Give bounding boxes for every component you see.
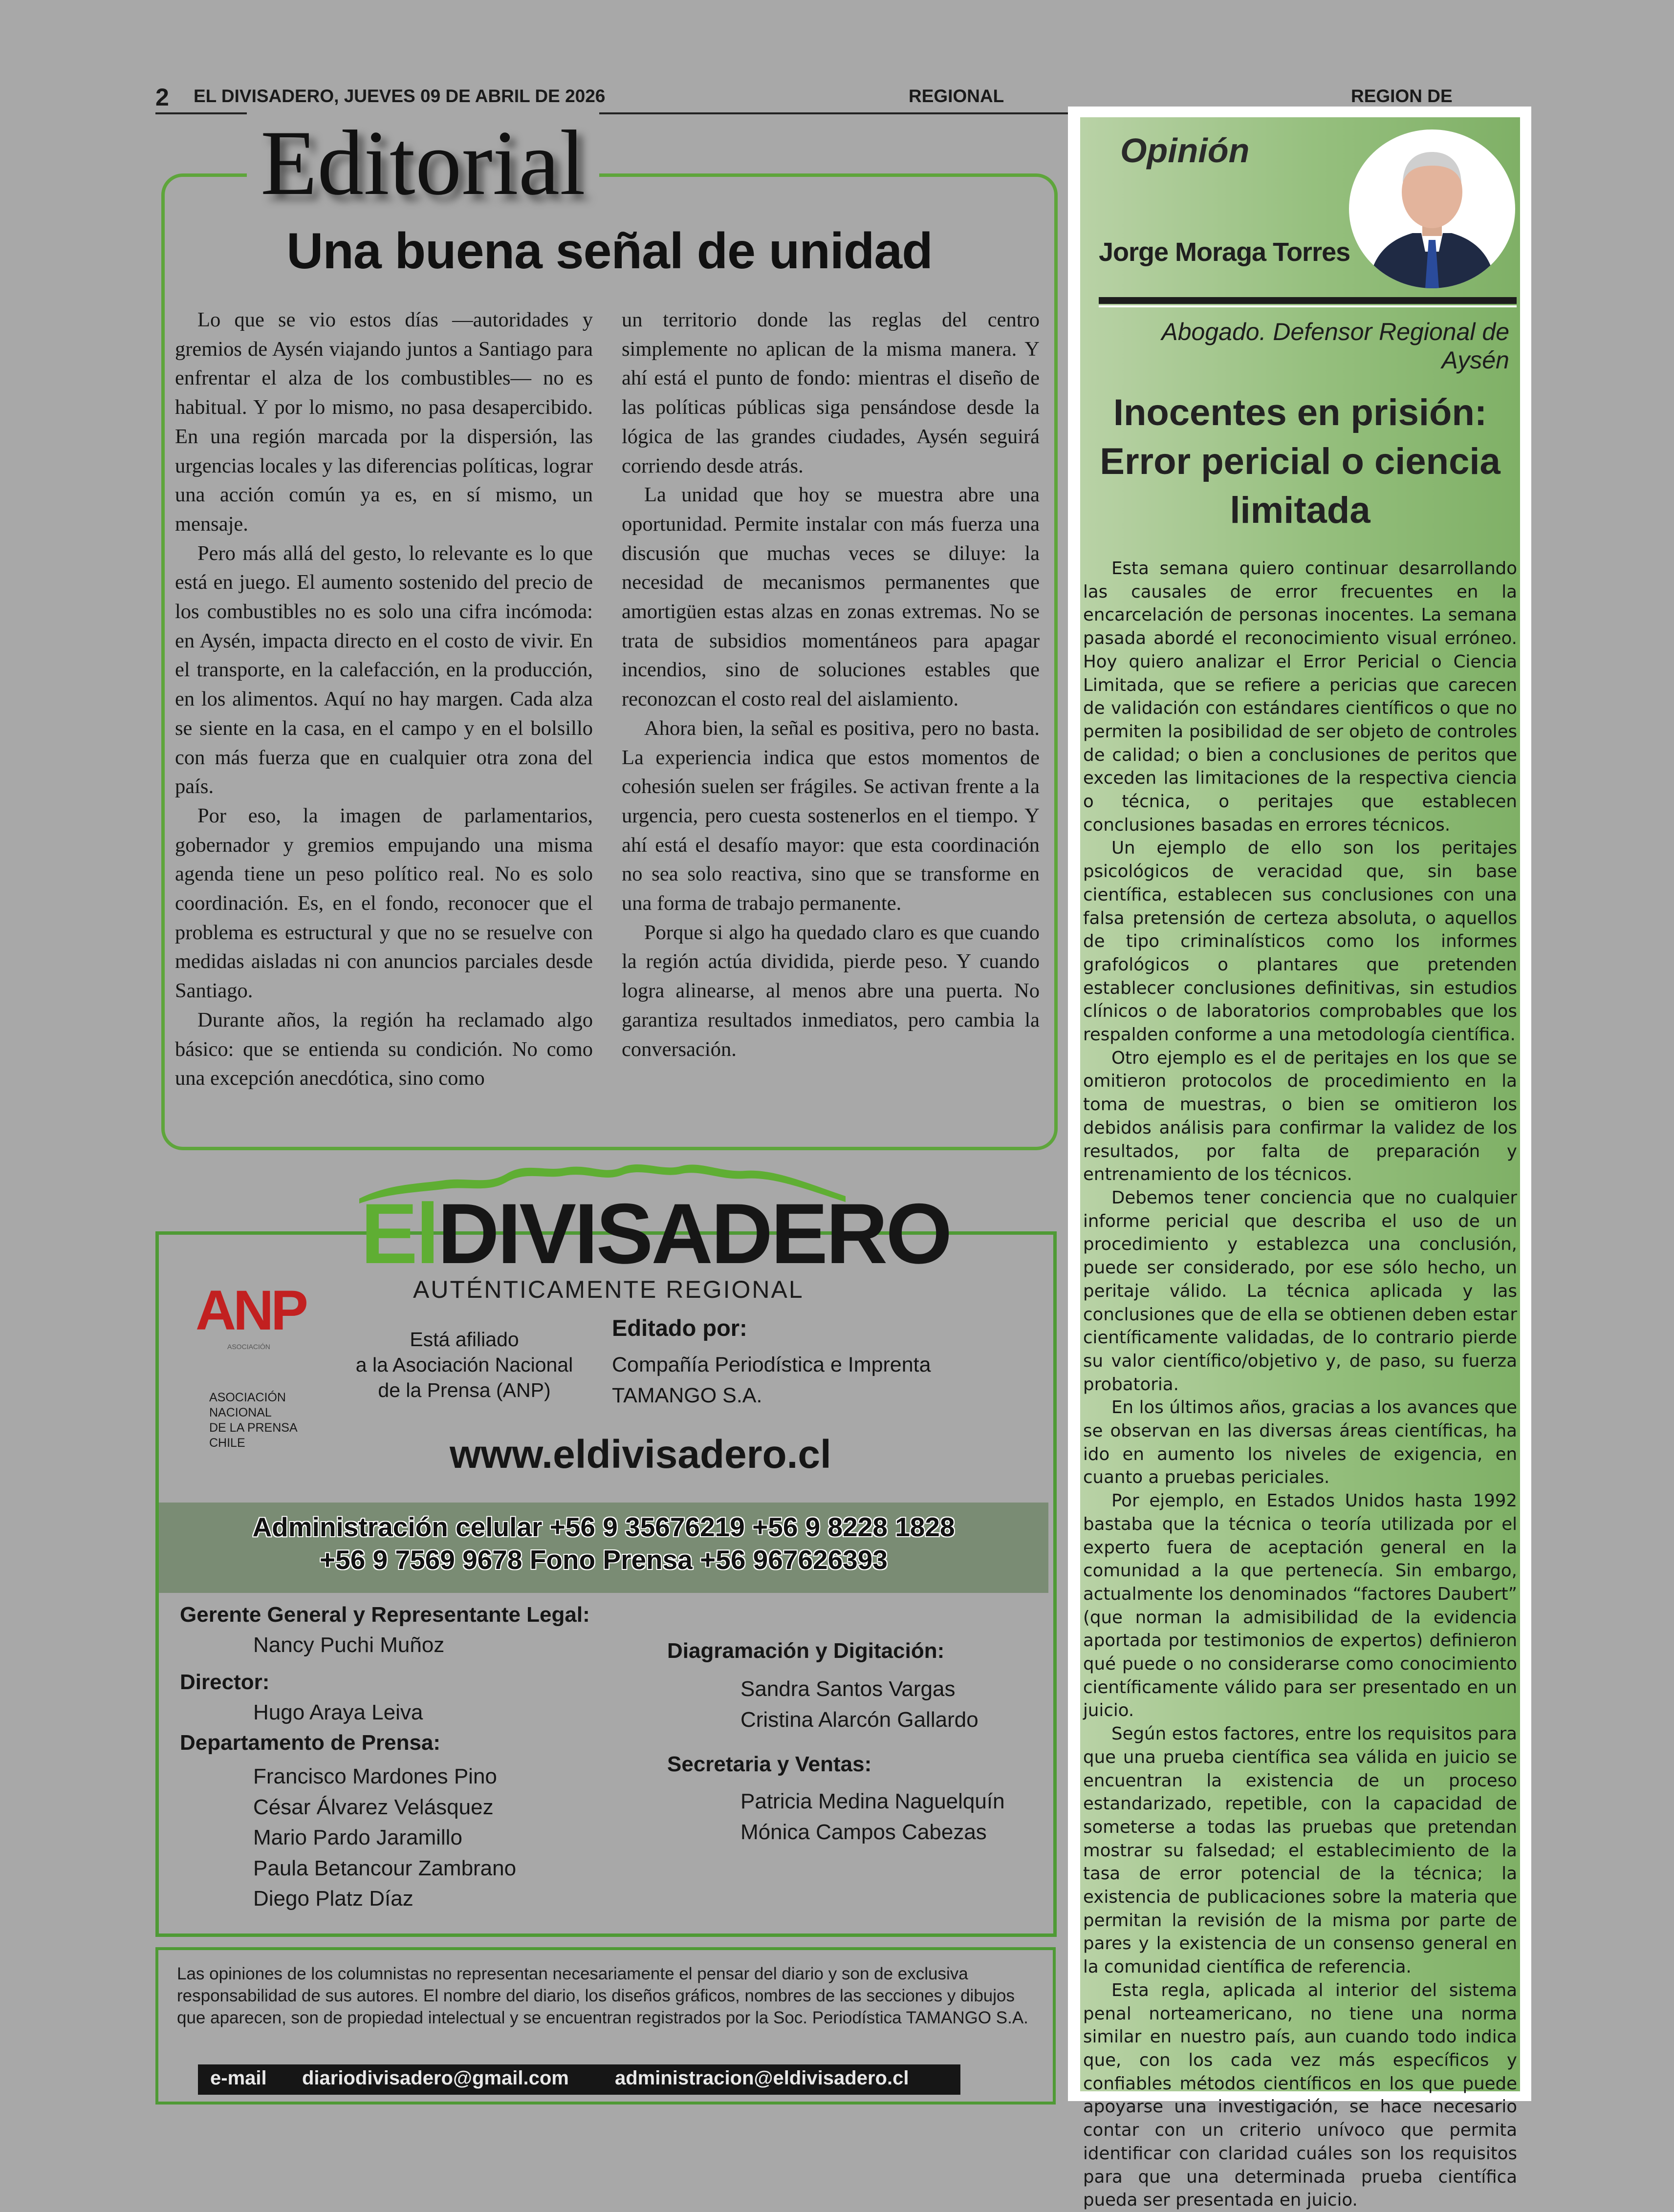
author-role: Abogado. Defensor Regional de Aysén (1161, 318, 1509, 374)
gerente-name: Nancy Puchi Muñoz (253, 1633, 445, 1657)
page-number: 2 (155, 84, 169, 111)
staff-name: Cristina Alarcón Gallardo (740, 1707, 978, 1732)
ventas-label: Secretaria y Ventas: (667, 1752, 872, 1776)
disclaimer-text: Las opiniones de los columnistas no representan necesariamente el pensar del diario y son de exclusiva responsabilidad de sus autores. El nombre del diario, los diseños gráficos, nombres de las secciones y dibujos que aparecen, son de propiedad intelectual y se encuentran registrados por la Soc. Periodística TAMANGO S.A. (177, 1964, 1028, 2027)
opinion-paragraph: Debemos tener conciencia que no cualquier informe pericial que describa el uso de un procedimiento y establezca una conclusión, puede ser considerado, por ese sólo hecho, un peritaje válido. La técnica aplicada y las conclusiones que de ella se obtienen deben estar científicamente validadas, de lo contrario pierde su valor científico/objetivo y, de paso, su fuerza probatoria. (1083, 1187, 1517, 1395)
opinion-headline: Inocentes en prisión: Error pericial o ciencia limitada (1100, 392, 1500, 531)
opinion-paragraph: Esta regla, aplicada al interior del sistema penal norteamericano, no tiene una norma similar en nuestro país, aun cuando todo indica que, con los cada vez más específicos y confiables métodos científicos en los que puede apoyarse una investigación, se hace necesario contar con un criterio unívoco que permita identificar con claridad cuáles son los requisitos para que una determinada prueba científica pueda ser presentada en juicio. (1083, 1980, 1517, 2211)
staff-name: Francisco Mardones Pino (253, 1764, 497, 1788)
anp-organization: ASOCIACIÓN NACIONAL DE LA PRENSA CHILE (209, 1391, 298, 1450)
editorial-headline: Una buena señal de unidad (286, 223, 933, 279)
logo-el: El (361, 1186, 438, 1282)
staff-name: Mario Pardo Jaramillo (253, 1825, 462, 1849)
opinion-paragraph: Un ejemplo de ello son los peritajes psicológicos de veracidad que, sin base científica, establecen sus conclusiones con una falsa pretensión de certeza absoluta, o aquellos de tipo criminalísticos como los informes grafológicos o plantares que pretenden establecer conclusiones definitivas, sin estudios clínicos o de laboratorios comprobables que los respalden conforme a una metodología científica. (1083, 838, 1517, 1045)
newspaper-logo (361, 1186, 951, 1282)
editorial-column-2 (622, 305, 1040, 1064)
director-label: Director: (180, 1670, 270, 1694)
opinion-paragraph: En los últimos años, gracias a los avances que se observan en las diversas áreas científicas, ha ido en aumento los niveles de exigencia, en cuanto a pruebas periciales. (1083, 1397, 1517, 1488)
publisher-name: Compañía Periodística e Imprenta TAMANGO S.A. (612, 1353, 931, 1407)
email-bar (198, 2064, 960, 2095)
author-name: Jorge Moraga Torres (1099, 237, 1350, 267)
editorial-paragraph: Ahora bien, la señal es positiva, pero no basta. La experiencia indica que estos momentos de cohesión suelen ser frágiles. Se activan frente a la urgencia, pero cuesta sostenerlos en el tiempo. Y ahí está el desafío mayor: que esta coordinación no sea solo reactiva, sino que se transforme en una forma de trabajo permanente. (622, 716, 1040, 915)
author-photo (1349, 129, 1515, 288)
editorial-paragraph: Durante años, la región ha reclamado algo básico: que se entienda su condición. No como una excepción anecdótica, sino como (175, 1008, 593, 1090)
editorial-paragraph: Porque si algo ha quedado claro es que cuando la región actúa dividida, pierde peso. Y cuando logra alinearse, al menos abre una puerta. No garantiza resultados inmediatos, pero cambia la conversación. (622, 921, 1040, 1061)
website-link[interactable]: www.eldivisadero.cl (450, 1432, 831, 1477)
region-name: REGION DE (1351, 86, 1453, 106)
editorial-paragraph: un territorio donde las reglas del centro simplemente no aplican de la misma manera. Y ahí está el punto de fondo: mientras el diseño de las políticas públicas siga pensándose desde la lógica de las grandes ciudades, Aysén seguirá corriendo desde atrás. (622, 308, 1040, 477)
editorial-label: Editorial (247, 110, 599, 217)
editorial-paragraph: La unidad que hoy se muestra abre una oportunidad. Permite instalar con más fuerza una discusión que muchas veces se diluye: la necesidad de mecanismos permanentes que amortigüen estas alzas en zonas extremas. No se trata de subsidios momentáneos para apagar incendios, sino de soluciones estables que reconozcan el costo real del aislamiento. (622, 483, 1040, 711)
opinion-paragraph: Por ejemplo, en Estados Unidos hasta 1992 bastaba que la técnica o teoría utilizada por el experto fuera de aceptación general en la comunidad a la que pertenecía. Sin embargo, actualmente los denominados “factores Daubert” (que norman la admisibilidad de la evidencia aportada por testimonios de expertos) definieron qué puede o no considerarse como conocimiento científicamente válido para ser presentado en un juicio. (1083, 1491, 1517, 1721)
divider (1099, 297, 1517, 304)
edited-by-label: Editado por: (612, 1315, 747, 1341)
email-label: e-mail (210, 2067, 267, 2089)
paper-date: EL DIVISADERO, JUEVES 09 DE ABRIL DE 2026 (194, 86, 606, 106)
section-name: REGIONAL (909, 86, 1004, 106)
opinion-paragraph: Otro ejemplo es el de peritajes en los que se omitieron protocolos de procedimiento en la toma de muestras, o bien se omitieron los debidos análisis para confirmar la validez de los resultados, por falta de preparación y entrenamiento de los técnicos. (1083, 1048, 1517, 1185)
email-link-1[interactable]: diariodivisadero@gmail.com (302, 2067, 569, 2089)
editorial-paragraph: Por eso, la imagen de parlamentarios, gobernador y gremios empujando una misma agenda tiene un peso político real. No es solo coordinación. Es, en el fondo, reconocer que el problema es estructural y que no se resuelve con medidas aisladas ni con anuncios parciales desde Santiago. (175, 804, 593, 1003)
ventas-list (740, 1786, 1005, 1847)
prensa-label: Departamento de Prensa: (180, 1731, 441, 1755)
phone-line-1: Administración celular +56 9 35676219 +56 9 8228 1828 (252, 1512, 955, 1542)
email-link-2[interactable]: administracion@eldivisadero.cl (615, 2067, 909, 2089)
diagramacion-label: Diagramación y Digitación: (667, 1639, 945, 1663)
author-portrait-icon (1349, 129, 1515, 288)
divider (1099, 305, 1517, 307)
opinion-body (1083, 557, 1517, 2212)
prensa-list (253, 1761, 516, 1914)
editorial-paragraph: Pero más allá del gesto, lo relevante es lo que está en juego. El aumento sostenido del precio de los combustibles no es solo una cifra incómoda: en Aysén, impacta directo en el costo de vivir. En el transporte, en la calefacción, en la producción, en los alimentos. Aquí no hay margen. Cada alza se siente en la casa, en el campo y en el bolsillo con más fuerza que en cualquier otra zona del país. (175, 541, 593, 798)
staff-name: César Álvarez Velásquez (253, 1795, 494, 1819)
slogan: AUTÉNTICAMENTE REGIONAL (413, 1276, 804, 1303)
phone-line-2: +56 9 7569 9678 Fono Prensa +56 967626393 (320, 1545, 888, 1575)
staff-name: Patricia Medina Naguelquín (740, 1789, 1005, 1813)
staff-name: Sandra Santos Vargas (740, 1677, 956, 1701)
anp-logo: ANP (196, 1279, 305, 1342)
anp-logo-subtitle: ASOCIACIÓN (227, 1343, 270, 1351)
affiliation-note: Está afiliado a la Asociación Nacional de la Prensa (ANP) (355, 1328, 573, 1401)
diagramacion-list (740, 1674, 978, 1735)
opinion-label: Opinión (1120, 131, 1250, 170)
gerente-label: Gerente General y Representante Legal: (180, 1603, 590, 1627)
staff-name: Diego Platz Díaz (253, 1887, 413, 1911)
staff-name: Paula Betancour Zambrano (253, 1856, 517, 1880)
logo-divisadero: DIVISADERO (437, 1186, 951, 1282)
opinion-paragraph: Esta semana quiero continuar desarrollando las causales de error frecuentes en la encarcelación de personas inocentes. La semana pasada abordé el reconocimiento visual erróneo. Hoy quiero analizar el Error Pericial o Ciencia Limitada, que se refiere a pericias que carecen de validación con estándares científicos o que no permiten la posibilidad de ser objeto de controles de calidad; o bien a conclusiones de peritos que exceden las limitaciones de la respectiva ciencia o técnica, o peritajes que establecen conclusiones basadas en errores técnicos. (1083, 558, 1517, 835)
staff-name: Mónica Campos Cabezas (740, 1820, 987, 1844)
editorial-paragraph: Lo que se vio estos días —autoridades y gremios de Aysén viajando juntos a Santiago para enfrentar el alza de los combustibles— no es habitual. Y por lo mismo, no pasa desapercibido. En una región marcada por la dispersión, las urgencias locales y las diferencias políticas, lograr una acción común ya es, en sí mismo, un mensaje. (175, 308, 593, 536)
editorial-column-1 (175, 305, 593, 1093)
director-name: Hugo Araya Leiva (253, 1700, 423, 1724)
opinion-paragraph: Según estos factores, entre los requisitos para que una prueba científica sea válida en juicio se encuentran la existencia de un proceso estandarizado, repetible, con la capacidad de someterse a todas las pruebas que pretendan mostrar su falsedad; el establecimiento de la tasa de error potencial de la técnica; la existencia de publicaciones sobre la materia que permitan la revisión de la misma por parte de pares y la existencia de un consenso general en la comunidad científica de referencia. (1083, 1724, 1517, 1977)
